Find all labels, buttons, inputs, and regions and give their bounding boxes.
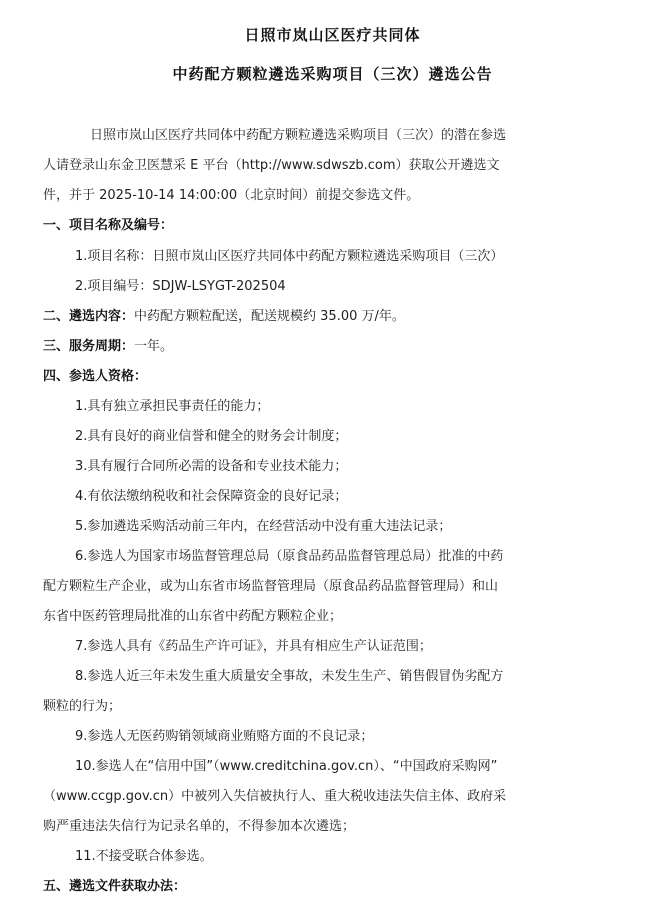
section3-label: 三、服务周期：: [43, 339, 135, 354]
qualification-line: 11.不接受联合体参选。: [75, 849, 213, 864]
qualification-line: 2.具有良好的商业信誉和健全的财务会计制度；: [75, 429, 348, 444]
document-title-line1: 日照市岚山区医疗共同体: [244, 26, 421, 44]
qualification-line: 6.参选人为国家市场监督管理总局（原食品药品监督管理总局）批准的中药: [75, 549, 504, 564]
qualification-line: 配方颗粒生产企业，或为山东省市场监督管理局（原食品药品监督管理局）和山: [43, 579, 499, 594]
section2-label: 二、遴选内容：: [43, 309, 135, 324]
qualification-line: 9.参选人无医药购销领域商业贿赂方面的不良记录；: [75, 729, 374, 744]
section4-heading: 四、参选人资格：: [43, 369, 148, 384]
qualification-line: 4.有依法缴纳税收和社会保障资金的良好记录；: [75, 489, 348, 504]
intro-line-1: 日照市岚山区医疗共同体中药配方颗粒遴选采购项目（三次）的潜在参选: [90, 128, 507, 143]
qualification-line: 7.参选人具有《药品生产许可证》，并具有相应生产认证范围；: [75, 639, 432, 654]
qualification-line: 5.参加遴选采购活动前三年内，在经营活动中没有重大违法记录；: [75, 519, 452, 534]
project-name: 1.项目名称：日照市岚山区医疗共同体中药配方颗粒遴选采购项目（三次）: [75, 249, 504, 264]
document-title-line2: 中药配方颗粒遴选采购项目（三次）遴选公告: [172, 65, 493, 83]
qualification-line: 10.参选人在“信用中国”（www.creditchina.gov.cn）、“中国政府采购网”: [75, 759, 498, 774]
project-number: 2.项目编号：SDJW-LSYGT-202504: [75, 279, 286, 294]
section1-heading: 一、项目名称及编号：: [43, 218, 174, 233]
qualification-line: （www.ccgp.gov.cn）中被列入失信被执行人、重大税收违法失信主体、政府采: [43, 789, 507, 804]
qualification-line: 颗粒的行为；: [43, 699, 122, 714]
intro-line-2: 人请登录山东金卫医慧采 E 平台（http://www.sdwszb.com）获取公开遴选文: [43, 158, 500, 173]
section2-text: 中药配方颗粒配送，配送规模约 35.00 万/年。: [134, 309, 405, 324]
section3-text: 一年。: [134, 339, 174, 354]
intro-line-3: 件，并于 2025-10-14 14:00:00（北京时间）前提交参选文件。: [43, 188, 420, 203]
qualification-line: 购严重违法失信行为记录名单的，不得参加本次遴选；: [43, 819, 356, 834]
section5-heading: 五、遴选文件获取办法：: [43, 879, 187, 894]
qualification-line: 1.具有独立承担民事责任的能力；: [75, 399, 270, 414]
qualification-line: 东省中医药管理局批准的山东省中药配方颗粒企业；: [43, 609, 343, 624]
qualification-line: 8.参选人近三年未发生重大质量安全事故，未发生生产、销售假冒伪劣配方: [75, 669, 504, 684]
qualification-line: 3.具有履行合同所必需的设备和专业技术能力；: [75, 459, 348, 474]
section2-line: [43, 308, 405, 326]
section3-line: [43, 338, 173, 356]
